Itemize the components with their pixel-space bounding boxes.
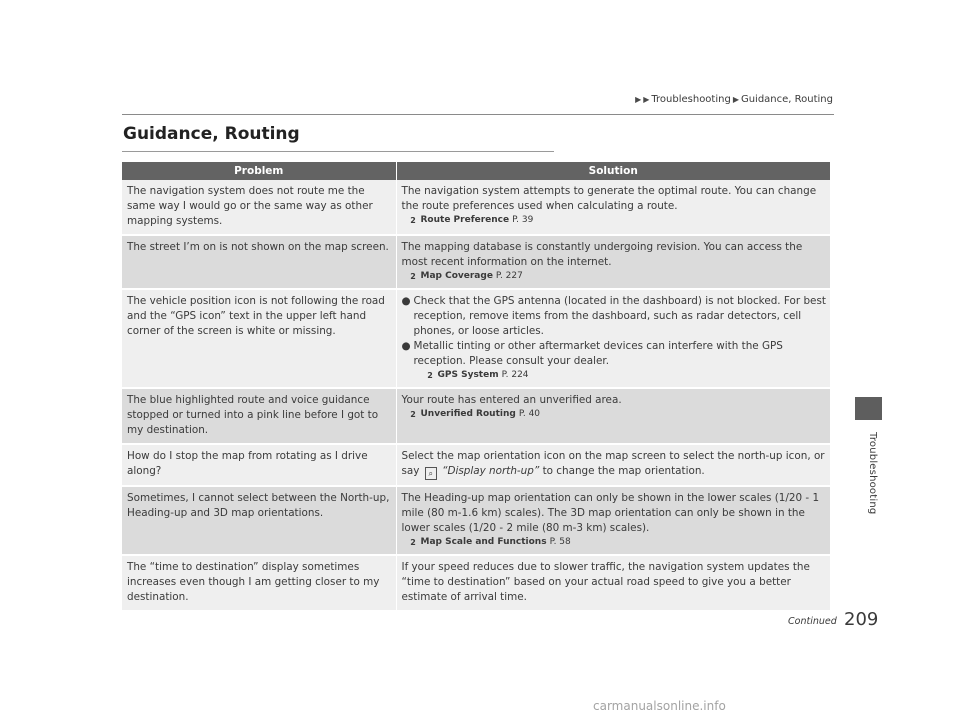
problem-cell [122,388,396,444]
solution-text: to change the map orientation. [542,465,705,477]
cross-reference-label[interactable]: Unverified Routing [420,409,516,419]
bullet-icon: ● [401,340,411,352]
problem-cell [122,289,396,388]
troubleshooting-table [122,162,830,612]
solution-text: If your speed reduces due to slower traffic, the navigation system updates the “time to destination” based on your actual road speed to give you a better estimate of arrival time. [401,561,810,603]
column-header-problem: Problem [122,162,396,180]
cross-reference-page: P. 224 [501,370,529,380]
continued-label: Continued [788,616,837,627]
problem-text: Sometimes, I cannot select between the North-up, Heading-up and 3D map orientations. [127,492,390,519]
title-divider [122,151,554,152]
cross-reference-page: P. 58 [549,537,571,547]
table-row [122,180,830,235]
problem-text: The “time to destination” display sometimes increases even though I am getting closer to my destination. [127,561,380,603]
cross-reference-icon: 2 [410,216,416,225]
solution-text: The mapping database is constantly undergoing revision. You can access the most recent information on the internet. [401,241,803,268]
table-row [122,235,830,289]
section-tab-marker [855,397,882,420]
cross-reference[interactable] [409,214,827,227]
problem-cell [122,235,396,289]
table-row [122,444,830,486]
problem-text: How do I stop the map from rotating as I drive along? [127,450,368,477]
table-row [122,388,830,444]
page-number: 209 [844,609,879,630]
breadcrumb-item-section[interactable]: Troubleshooting [651,94,731,105]
solution-bullet [402,339,827,369]
solution-text: The navigation system attempts to generate the optimal route. You can change the route preferences used when calculating a route. [401,185,817,212]
breadcrumb-item-page[interactable]: Guidance, Routing [740,94,833,105]
solution-cell [396,444,830,486]
problem-text: The street I’m on is not shown on the map screen. [127,241,389,253]
header-divider [122,114,834,115]
cross-reference[interactable] [409,536,827,549]
table-header-row [122,162,830,180]
cross-reference-label[interactable]: Route Preference [420,215,510,225]
talk-button-icon: ⌕ [425,467,437,480]
problem-text: The blue highlighted route and voice guidance stopped or turned into a pink line before I got to my destination. [127,394,379,436]
table-row [122,289,830,388]
problem-cell [122,444,396,486]
column-header-solution: Solution [396,162,830,180]
problem-cell [122,486,396,555]
problem-text: The vehicle position icon is not following the road and the “GPS icon” text in the upper left hand corner of the screen is white or missing. [127,295,385,337]
solution-text: The Heading-up map orientation can only be shown in the lower scales (1/20 - 1 mile (80 m-1.6 km) scales). The 3D map orientation can only be shown in the lower scales (1/20 - 2 mile (80 m-3 km) scales). [401,492,820,534]
problem-text: The navigation system does not route me the same way I would go or the same way as other mapping systems. [127,185,373,227]
cross-reference-icon: 2 [410,272,416,281]
cross-reference-page: P. 227 [495,271,523,281]
cross-reference-icon: 2 [410,410,416,419]
solution-cell [396,180,830,235]
bullet-text: Check that the GPS antenna (located in the dashboard) is not blocked. For best reception, remove items from the dashboard, such as radar detectors, cell phones, or loose articles. [413,295,826,337]
cross-reference[interactable] [409,408,827,421]
solution-bullet [402,294,827,339]
voice-command: “Display north-up” [442,465,540,477]
solution-text: Your route has entered an unverified area. [401,394,622,406]
cross-reference-icon: 2 [427,371,433,380]
solution-cell [396,388,830,444]
problem-cell [122,555,396,611]
breadcrumb-arrow-icon: ▶ [732,94,739,104]
section-tab-label: Troubleshooting [867,432,878,515]
cross-reference[interactable] [409,270,827,283]
table-row [122,555,830,611]
bullet-text: Metallic tinting or other aftermarket devices can interfere with the GPS reception. Please consult your dealer. [413,340,783,367]
cross-reference[interactable] [426,369,827,382]
cross-reference-icon: 2 [410,538,416,547]
cross-reference-page: P. 39 [512,215,534,225]
breadcrumb-arrow-icon: ▶ [643,94,650,104]
cross-reference-label[interactable]: Map Scale and Functions [420,537,547,547]
watermark: carmanualsonline.info [593,699,726,713]
page-title: Guidance, Routing [123,124,300,144]
solution-cell [396,235,830,289]
solution-text: Select the map orientation icon on the map screen to select the north-up icon, or say [401,450,825,477]
solution-cell [396,555,830,611]
solution-cell [396,486,830,555]
cross-reference-page: P. 40 [518,409,541,419]
cross-reference-label[interactable]: Map Coverage [420,271,493,281]
solution-cell [396,289,830,388]
breadcrumb-arrow-icon: ▶ [635,94,642,104]
cross-reference-label[interactable]: GPS System [437,370,499,380]
table-row [122,486,830,555]
bullet-icon: ● [401,295,411,307]
problem-cell [122,180,396,235]
breadcrumb [635,94,833,105]
